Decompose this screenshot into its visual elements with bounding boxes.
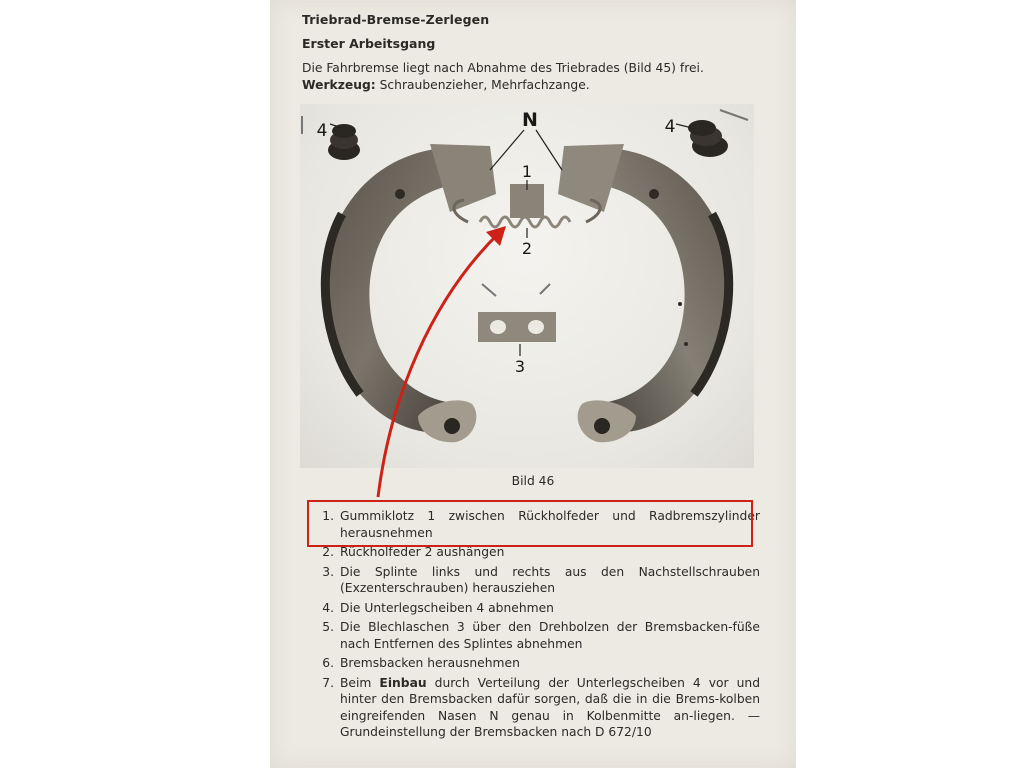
right-washer-stack — [688, 110, 748, 157]
step-text: Bremsbacken herausnehmen — [340, 656, 520, 670]
intro-text — [302, 60, 754, 94]
step-number: 1. — [322, 509, 334, 523]
tool-line — [302, 77, 754, 94]
label-4-left: 4 — [316, 121, 328, 141]
label-1: 1 — [521, 162, 533, 181]
step-item — [300, 675, 760, 741]
left-brake-shoe — [325, 144, 496, 442]
step-text-post: durch Verteilung der Unterlegscheiben 4 vor und hinter den Bremsbacken dafür sorgen, daß die in die Brems-kolben eingreifenden Nasen N genau in Kolbenmitte an-liegen. — Grundeinstellung der Bremsbacken nach D 672/10 — [340, 675, 761, 739]
tool-text: Schraubenzieher, Mehrfachzange. — [375, 78, 590, 92]
sheet-metal-plate — [478, 284, 556, 342]
step-number: 6. — [322, 656, 334, 670]
step-text: Die Splinte links und rechts aus den Nachstellschrauben (Exzenterschrauben) herausziehen — [340, 564, 760, 595]
step-text: Gummiklotz 1 zwischen Rückholfeder und Radbremszylinder herausnehmen — [340, 509, 760, 540]
step-text — [340, 675, 760, 741]
brake-shoe-illustration — [300, 104, 754, 468]
step-number: 2. — [322, 545, 334, 559]
step-number: 3. — [322, 564, 334, 579]
step-number: 4. — [322, 600, 334, 615]
step-text-bold: Einbau — [379, 675, 427, 690]
section-heading: Triebrad-Bremse-Zerlegen — [302, 12, 490, 27]
step-number: 7. — [322, 675, 334, 690]
label-4-right: 4 — [664, 117, 676, 137]
step-item — [300, 544, 760, 561]
intro-line: Die Fahrbremse liegt nach Abnahme des Triebrades (Bild 45) frei. — [302, 61, 704, 75]
figure-caption: Bild 46 — [511, 474, 555, 488]
step-text: Die Blechlaschen 3 über den Drehbolzen der Bremsbacken-füße nach Entfernen des Splintes abnehmen — [340, 620, 760, 651]
step-item — [300, 508, 760, 541]
step-item — [300, 655, 760, 672]
brake-shoe-figure — [300, 104, 754, 468]
book-page — [270, 0, 796, 768]
label-3: 3 — [514, 357, 526, 376]
step-number: 5. — [322, 620, 334, 634]
step-text: Die Unterlegscheiben 4 abnehmen — [340, 600, 554, 615]
label-2: 2 — [521, 239, 533, 258]
tool-label: Werkzeug: — [302, 78, 376, 92]
step-item — [300, 619, 760, 652]
leader-n-left — [490, 130, 524, 170]
step-list — [300, 508, 760, 744]
leader-n-right — [536, 130, 562, 170]
right-brake-shoe — [558, 144, 729, 442]
step-text-pre: Beim — [340, 675, 380, 690]
step-item — [300, 564, 760, 597]
sub-heading: Erster Arbeitsgang — [302, 36, 436, 51]
step-item — [300, 600, 760, 617]
label-n: N — [522, 109, 538, 131]
left-washer-stack — [302, 116, 360, 160]
step-text: Rückholfeder 2 aushängen — [340, 545, 505, 559]
